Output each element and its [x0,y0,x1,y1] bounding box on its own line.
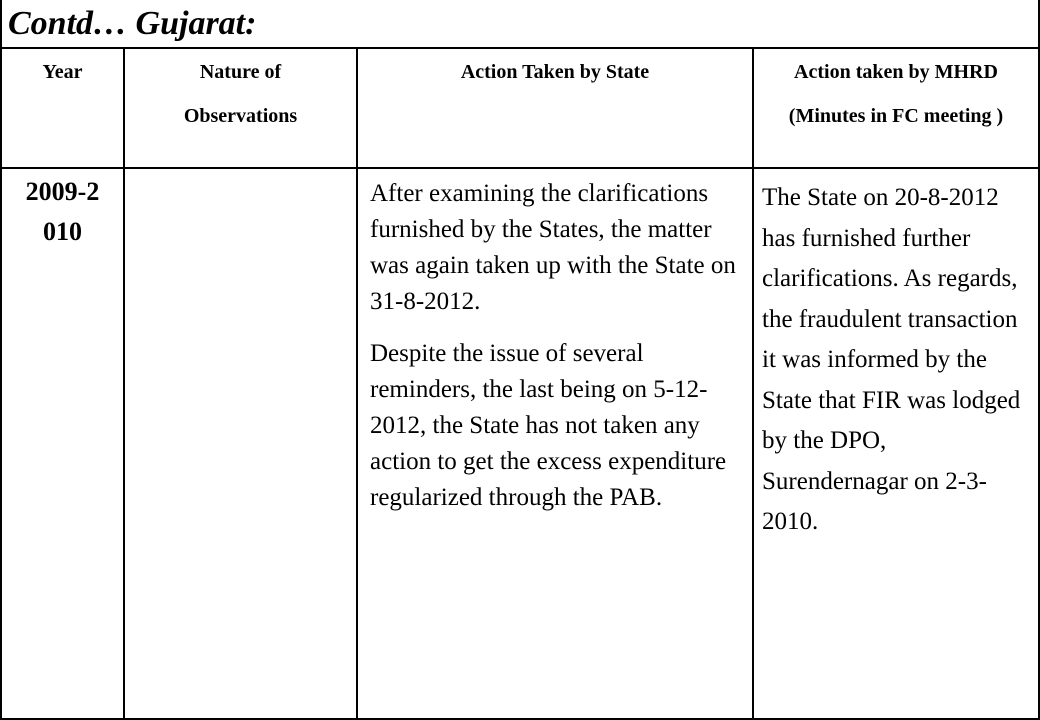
section-title: Contd… Gujarat: [8,5,257,42]
row-year: 2009-2010 [25,177,100,246]
column-divider-3 [752,48,754,718]
header-nature: Nature of Observations [183,61,298,127]
row-action-mhrd: The State on 20-8-2012 has furnished further clarifications. As regards, the fraudulent transaction it was informed by the State that FIR was lodged by the DPO, Surendernagar on 2-3-2010. [762,184,1021,535]
header-year: Year [42,61,83,83]
header-divider [2,167,1038,169]
header-action-mhrd: Action taken by MHRD (Minutes in FC meeting ) [788,61,1004,127]
header-action-state: Action Taken by State [460,61,650,83]
row-action-state [370,176,742,516]
column-divider-2 [356,48,358,718]
action-state-paragraph-2: Despite the issue of several reminders, the last being on 5-12-2012, the State has not taken any action to get the excess expenditure regularized through the PAB. [370,340,727,511]
action-state-paragraph-1: After examining the clarifications furnished by the States, the matter was again taken up with the State on 31-8-2012. [370,180,736,315]
column-divider-1 [123,48,125,718]
title-divider [2,47,1038,49]
